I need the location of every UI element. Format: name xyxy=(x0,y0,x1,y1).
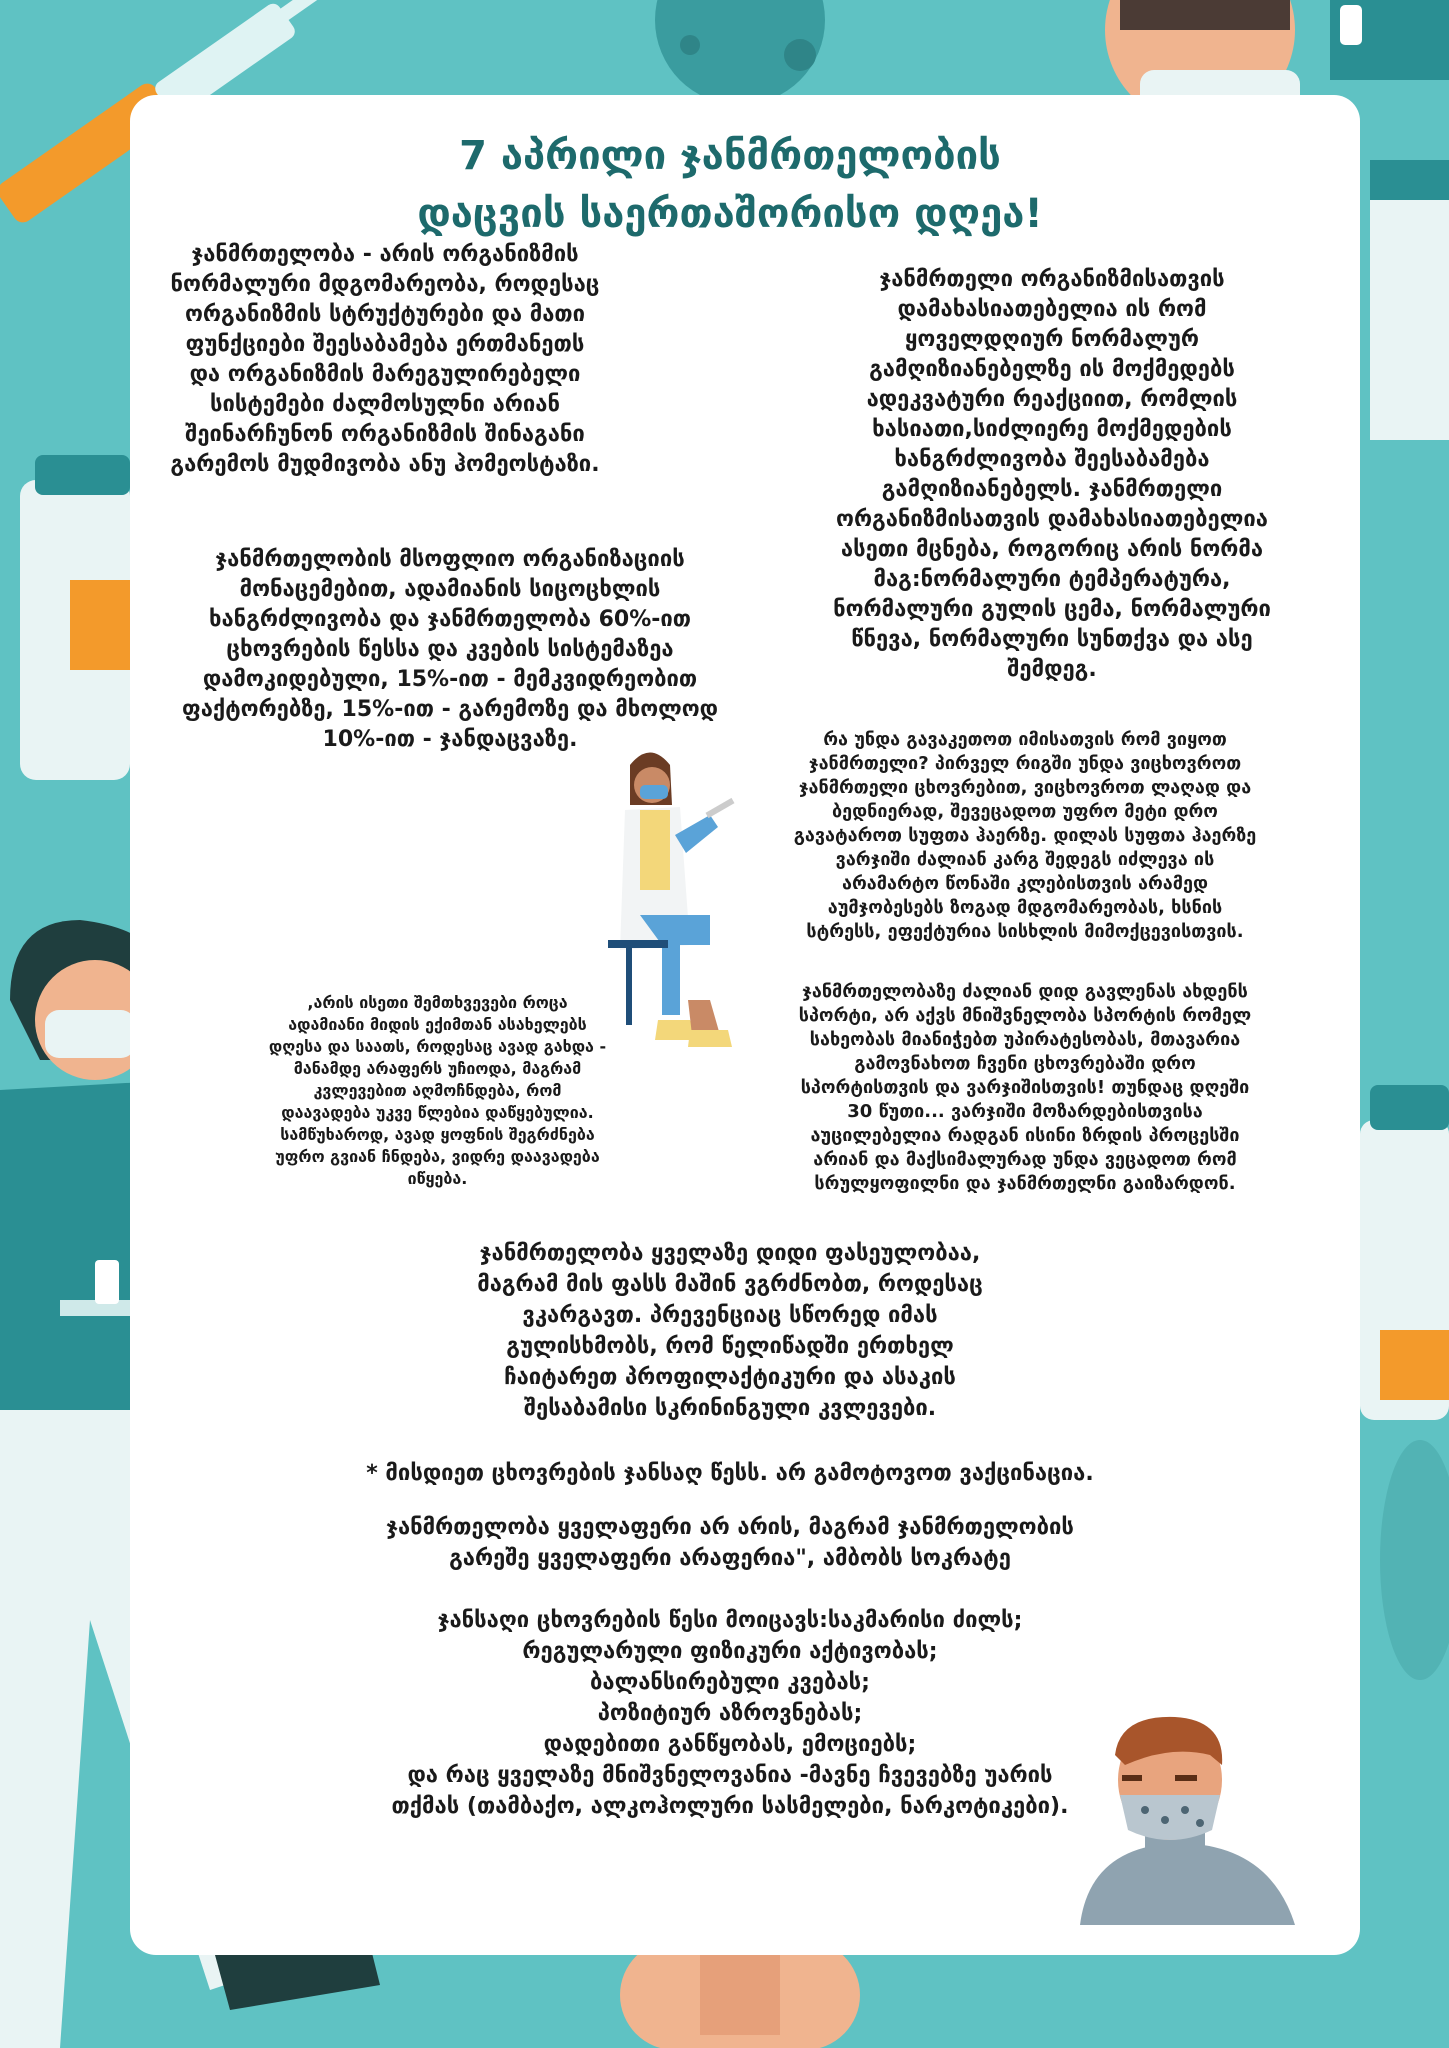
text-line: გამღიზიანებელს. ჯანმრთელი xyxy=(881,477,1223,502)
text-line: დადებითი განწყობას, ემოციებს; xyxy=(543,1732,917,1757)
text-line: ჯანმრთელობა - არის ორგანიზმის xyxy=(191,242,579,267)
text-line: მანამდე არაფერს უჩიოდა, მაგრამ xyxy=(293,1059,582,1078)
text-line: დაავადება უკვე წლებია დაწყებულია. xyxy=(281,1103,594,1122)
text-line: რეგულარული ფიზიკური აქტივობას; xyxy=(522,1639,938,1664)
text-line: დამახასიათებელია ის რომ xyxy=(897,297,1207,322)
text-line: ჯანმრთელობა ყველაზე დიდი ფასეულობაა, xyxy=(479,1241,981,1266)
text-line: წნევა, ნორმალური სუნთქვა და ასე xyxy=(851,627,1253,652)
text-line: უფრო გვიან ჩნდება, ვიდრე დაავადება xyxy=(275,1147,600,1166)
text-line: ხასიათი,სიძლიერე მოქმედების xyxy=(872,417,1232,442)
prevention-paragraph xyxy=(420,1238,1040,1424)
text-line: და რაც ყველაზე მნიშვნელოვანია -მავნე ჩვევებზე უარის xyxy=(407,1763,1053,1788)
socrates-quote xyxy=(250,1512,1210,1574)
text-line: მაგრამ მის ფასს მაშინ ვგრძნობთ, როდესაც xyxy=(477,1272,983,1297)
text-line: ორგანიზმისათვის დამახასიათებელია xyxy=(836,507,1268,532)
what-to-do-paragraph xyxy=(735,728,1315,944)
text-line: ნორმალური გულის ცემა, ნორმალური xyxy=(833,597,1271,622)
text-line: ვარჯიში ძალიან კარგ შედეგს იძლევა ის xyxy=(835,849,1215,870)
text-line: ,არის ისეთი შემთხვევები როცა xyxy=(307,993,568,1012)
healthy-organism-paragraph xyxy=(782,265,1322,685)
text-line: რა უნდა გავაკეთოთ იმისათვის რომ ვიყოთ xyxy=(823,729,1227,750)
text-line: ბალანსირებული კვებას; xyxy=(590,1670,870,1695)
text-line: დამოკიდებული, 15%-ით - მემკვიდრეობით xyxy=(202,667,698,692)
medicine-bottle-icon xyxy=(1370,160,1449,440)
text-line: ბედნიერად, შევეცადოთ უფრო მეტი დრო xyxy=(832,801,1218,822)
text-line: სპორტისთვის და ვარჯიშისთვის! თუნდაც დღეში xyxy=(800,1077,1250,1098)
text-line: მონაცემებით, ადამიანის სიცოცხლის xyxy=(239,577,661,602)
text-line: პოზიტიურ აზროვნებას; xyxy=(597,1701,863,1726)
text-line: შეინარჩუნონ ორგანიზმის შინაგანი xyxy=(185,422,585,447)
text-line: შემდეგ. xyxy=(1007,657,1097,682)
text-line: ჯანმრთელობის მსოფლიო ორგანიზაციის xyxy=(215,547,685,572)
text-line: ყოველდღიურ ნორმალურ xyxy=(905,327,1199,352)
text-line: სამწუხაროდ, ავად ყოფნის შეგრძნება xyxy=(280,1125,595,1144)
who-data-paragraph xyxy=(140,545,760,755)
text-line: ჯანსაღი ცხოვრების წესი მოიცავს:საკმარისი ძილს; xyxy=(437,1608,1023,1633)
text-line: 30 წუთი... ვარჯიში მოზარდებისთვისა xyxy=(847,1101,1203,1122)
text-line: ორგანიზმის სტრუქტურები და მათი xyxy=(185,302,585,327)
text-line: თქმას (თამბაქო, ალკოჰოლური სასმელები, ნარკოტიკები). xyxy=(391,1794,1069,1819)
page-title-line: 7 აპრილი ჯანმრთელობის xyxy=(459,132,1001,179)
text-line: აუცილებელია რადგან ისინი ზრდის პროცესში xyxy=(810,1125,1240,1146)
text-line: ფუნქციები შეესაბამება ერთმანეთს xyxy=(185,332,585,357)
definition-paragraph xyxy=(115,240,655,480)
text-line: არამარტო წონაში კლებისთვის არამედ xyxy=(842,873,1208,894)
text-line: სახეობას მიანიჭებთ უპირატესობას, მთავარია xyxy=(809,1029,1241,1050)
advice-paragraph xyxy=(250,1458,1210,1489)
text-line: გავატაროთ სუფთა ჰაერზე. დილას სუფთა ჰაერზე xyxy=(793,825,1257,846)
page-title xyxy=(130,127,1330,243)
text-line: კვლევებით აღმოჩნდება, რომ xyxy=(313,1081,562,1100)
text-line: ვკარგავთ. პრევენციაც სწორედ იმას xyxy=(522,1303,938,1328)
text-line: ასეთი მცნება, როგორიც არის ნორმა xyxy=(840,537,1264,562)
text-line: შესაბამისი სკრინინგული კვლევები. xyxy=(523,1396,937,1421)
text-line: გარემოს მუდმივობა ანუ ჰომეოსტაზი. xyxy=(170,452,600,477)
text-line: * მისდიეთ ცხოვრების ჯანსაღ წესს. არ გამოტოვოთ ვაქცინაცია. xyxy=(366,1461,1094,1486)
text-line: მაგ:ნორმალური ტემპერატურა, xyxy=(873,567,1231,592)
text-line: ცხოვრების წესსა და კვების სისტემაზეა xyxy=(226,637,674,662)
text-line: იწყება. xyxy=(407,1169,468,1188)
text-line: ხანგრძლივობა შეესაბამება xyxy=(894,447,1210,472)
medicine-bottle-icon xyxy=(20,455,130,780)
text-line: ჯანმრთელი? პირველ რიგში უნდა ვიცხოვროთ xyxy=(808,753,1242,774)
text-line: ხანგრძლივობა და ჯანმრთელობა 60%-ით xyxy=(208,607,692,632)
text-line: გულისხმობს, რომ წელიწადში ერთხელ xyxy=(506,1334,954,1359)
text-line: 10%-ით - ჯანდაცვაზე. xyxy=(322,727,578,752)
sport-paragraph xyxy=(735,980,1315,1196)
page-title-line: დაცვის საერთაშორისო დღეა! xyxy=(417,190,1043,237)
text-line: სპორტი, არ აქვს მნიშვნელობა სპორტის რომელ xyxy=(798,1005,1252,1026)
text-line: ადეკვატური რეაქციით, რომლის xyxy=(866,387,1238,412)
lifestyle-paragraph xyxy=(250,1605,1210,1822)
medicine-bottle-icon xyxy=(1360,1085,1449,1420)
text-line: გარეშე ყველაფერი არაფერია", ამბობს სოკრატე xyxy=(449,1546,1011,1571)
text-line: აუმჯობესებს ზოგად მდგომარეობას, ხსნის xyxy=(827,897,1223,918)
text-line: არიან და მაქსიმალურად უნდა ვეცადოთ რომ xyxy=(813,1149,1237,1170)
text-line: გამღიზიანებელზე ის მოქმედებს xyxy=(869,357,1235,382)
text-line: ჯანმრთელი ცხოვრებით, ვიცხოვროთ ლაღად და xyxy=(798,777,1252,798)
bandage-icon xyxy=(620,1940,860,2048)
text-line: ფაქტორებზე, 15%-ით - გარემოზე და მხოლოდ xyxy=(181,697,719,722)
text-line: ადამიანი მიდის ექიმთან ასახელებს xyxy=(288,1015,587,1034)
text-line: სტრესს, ეფექტურია სისხლის მიმოქცევისთვის. xyxy=(806,921,1244,942)
text-line: ჯანმრთელობა ყველაფერი არ არის, მაგრამ ჯანმრთელობის xyxy=(386,1515,1074,1540)
text-line: ნორმალური მდგომარეობა, როდესაც xyxy=(170,272,600,297)
text-line: დღესა და საათს, როდესაც ავად გახდა - xyxy=(268,1037,607,1056)
text-line: სრულყოფილნი და ჯანმრთელნი გაიზარდონ. xyxy=(814,1173,1236,1194)
text-line: გამოვნახოთ ჩვენი ცხოვრებაში დრო xyxy=(854,1053,1196,1074)
virus-icon xyxy=(655,0,825,105)
text-line: ჯანმრთელი ორგანიზმისათვის xyxy=(879,267,1225,292)
text-line: ჯანმრთელობაზე ძალიან დიდ გავლენას ახდენს xyxy=(802,981,1248,1002)
late-diagnosis-paragraph xyxy=(215,992,660,1190)
text-line: ჩაიტარეთ პროფილაქტიკური და ასაკის xyxy=(504,1365,956,1390)
text-line: სისტემები ძალმოსულნი არიან xyxy=(210,392,560,417)
text-line: და ორგანიზმის მარეგულირებელი xyxy=(189,362,581,387)
